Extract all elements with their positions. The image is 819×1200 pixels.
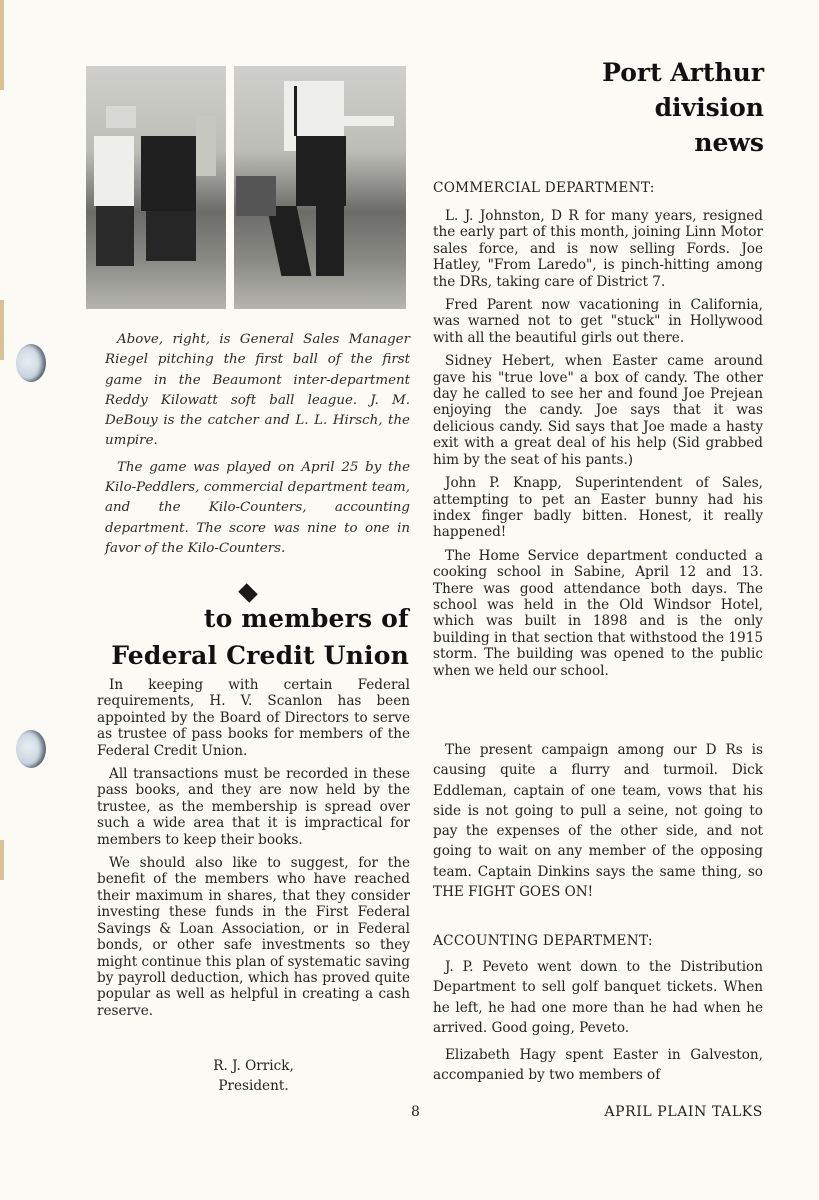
- section-masthead: [602, 55, 764, 160]
- accounting-department-news: [433, 957, 763, 1093]
- page-edge-stain: [0, 300, 4, 360]
- article-paragraph: In keeping with certain Federal requirements, H. V. Scanlon has been appointed by the Board of Directors to serve as trustee of pass books for members of the Federal Credit Union.: [97, 677, 410, 759]
- publication-title: APRIL PLAIN TALKS: [604, 1104, 763, 1120]
- signature-title: President.: [218, 1078, 289, 1094]
- commercial-department-news: [433, 208, 763, 686]
- catcher-and-umpire-photo: [86, 66, 226, 309]
- news-paragraph: J. P. Peveto went down to the Distribution Department to sell golf banquet tickets. When he left, he had one more than he had when he arrived. Good going, Peveto.: [433, 959, 763, 1036]
- credit-union-article: [97, 677, 410, 1026]
- masthead-line: Port Arthur: [602, 58, 764, 87]
- accounting-department-heading: ACCOUNTING DEPARTMENT:: [433, 933, 653, 949]
- masthead-line: news: [694, 128, 764, 157]
- binder-hole: [16, 730, 46, 768]
- photo-pair: [86, 66, 406, 309]
- pitcher-photo: [234, 66, 406, 309]
- news-paragraph: L. J. Johnston, D R for many years, resigned the early part of this month, joining Linn Motor sales force, and is now selling Fords. Joe Hatley, "From Laredo", is pinch-hitting among the DRs, taking care of District 7.: [433, 208, 763, 290]
- caption-paragraph: The game was played on April 25 by the Kilo-Peddlers, commercial department team, and the Kilo-Counters, accounting department. The score was nine to one in favor of the Kilo-Counters.: [105, 459, 410, 556]
- masthead-line: division: [654, 93, 764, 122]
- signature-name: R. J. Orrick,: [213, 1058, 294, 1074]
- page-number: 8: [411, 1104, 420, 1120]
- diamond-ornament-icon: [238, 583, 258, 603]
- caption-paragraph: Above, right, is General Sales Manager Riegel pitching the first ball of the first game in the Beaumont inter-department Reddy Kilowatt soft ball league. J. M. DeBouy is the catcher and L. L. Hirsch, the umpire.: [105, 332, 410, 449]
- page-edge-stain: [0, 840, 4, 880]
- commercial-department-heading: COMMERCIAL DEPARTMENT:: [433, 180, 655, 196]
- news-paragraph: The present campaign among our D Rs is causing quite a flurry and turmoil. Dick Eddleman, captain of one team, vows that his side is not going to pull a seine, not going to pay the expenses of the other side, and not going to wait on any member of the opposing team. Captain Dinkins says the same thing, so THE FIGHT GOES ON!: [433, 742, 763, 901]
- news-paragraph: Fred Parent now vacationing in California, was warned not to get "stuck" in Hollywood with all the beautiful girls out there.: [433, 297, 763, 346]
- credit-union-headline-line2: Federal Credit Union: [111, 641, 409, 670]
- photo-caption: [105, 330, 410, 565]
- news-paragraph: John P. Knapp, Superintendent of Sales, attempting to pet an Easter bunny had his index finger badly bitten. Honest, it really happened!: [433, 475, 763, 541]
- article-paragraph: All transactions must be recorded in these pass books, and they are now held by the trustee, as the membership is spread over such a wide area that it is impractical for members to keep their books.: [97, 766, 410, 848]
- news-paragraph: Elizabeth Hagy spent Easter in Galveston, accompanied by two members of: [433, 1047, 763, 1084]
- article-paragraph: We should also like to suggest, for the benefit of the members who have reached their maximum in shares, that they consider investing these funds in the First Federal Savings & Loan Association, or in Federal bonds, or other safe investments so they might continue this plan of systematic saving by payroll deduction, which has proved quite popular as well as helpful in creating a cash reserve.: [97, 855, 410, 1019]
- credit-union-headline-line1: to members of: [203, 604, 409, 633]
- binder-hole: [16, 344, 46, 382]
- news-paragraph: The Home Service department conducted a cooking school in Sabine, April 12 and 13. There was good attendance both days. The school was held in the Old Windsor Hotel, which was built in 1898 and is the only building in that section that withstood the 1915 storm. The building was opened to the public when we held our school.: [433, 547, 763, 679]
- commercial-department-campaign: [433, 740, 763, 909]
- page-edge-stain: [0, 0, 4, 90]
- news-paragraph: Sidney Hebert, when Easter came around gave his "true love" a box of candy. The other day he called to see her and found Joe Prejean enjoying the candy. Joe says that it was delicious candy. Sid says that Joe made a hasty exit with a great deal of his help (Sid grabbed him by the seat of his pants.): [433, 353, 763, 468]
